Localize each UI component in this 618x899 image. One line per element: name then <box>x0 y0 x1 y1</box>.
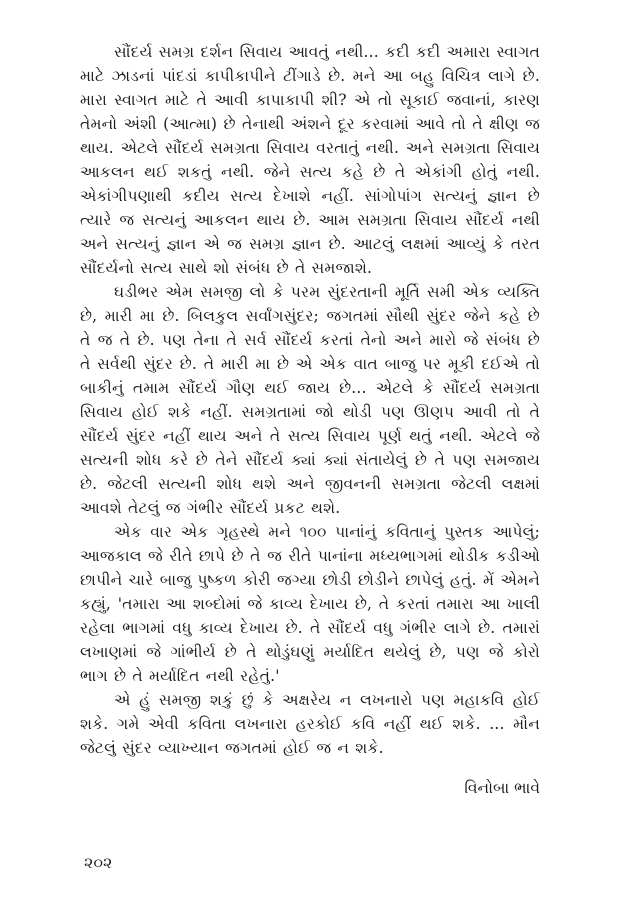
paragraph-2: ઘડીભર એમ સમજી લો કે પરમ સુંદરતાની મૂર્તિ સમી એક વ્યક્તિ છે, મારી મા છે. બિલકુલ સર્વાંગસુંદર; જગતમાં સૌથી સુંદર જેને કહે છે તે જ તે છે. પણ તેના તે સર્વ સૌંદર્ય કરતાં તેનો અને મારો જે સંબંધ છે તે સર્વથી સુંદર છે. તે મારી મા છે એ એક વાત બાજુ પર મૂકી દઈએ તો બાકીનું તમામ સૌંદર્ય ગૌણ થઈ જાય છે... એટલે કે સૌંદર્ય સમગ્રતા સિવાય હોઈ શકે નહીં. સમગ્રતામાં જો થોડી પણ ઊણપ આવી તો તે સૌંદર્ય સુંદર નહીં થાય અને તે સત્ય સિવાય પૂર્ણ થતું નથી. એટલે જે સત્યની શોધ કરે છે તેને સૌંદર્ય ક્યાં ક્યાં સંતાયેલું છે તે પણ સમજાય છે. જેટલી સત્યની શોધ થશે અને જીવનની સમગ્રતા જેટલી લક્ષમાં આવશે તેટલું જ ગંભીર સૌંદર્ય પ્રકટ થશે. <box>80 283 540 517</box>
paragraph-1: સૌંદર્ય સમગ્ર દર્શન સિવાય આવતું નથી... કદી કદી અમારા સ્વાગત માટે ઝાડનાં પાંદડાં કાપીકાપીને ટીંગાડે છે. મને આ બહુ વિચિત્ર લાગે છે. મારા સ્વાગત માટે તે આવી કાપાકાપી શી? એ તો સૂકાઈ જવાનાં, કારણ તેમનો અંશી (આત્મા) છે તેનાથી અંશને દૂર કરવામાં આવે તો તે ક્ષીણ જ થાય. એટલે સૌંદર્ય સમગ્રતા સિવાય વરતાતું નથી. અને સમગ્રતા સિવાય આકલન થઈ શકતું નથી. જેને સત્ય કહે છે તે એકાંગી હોતું નથી. એકાંગીપણાથી કદીય સત્ય દેખાશે નહીં. સાંગોપાંગ સત્યનું જ્ઞાન છે ત્યારે જ સત્યનું આકલન થાય છે. આમ સમગ્રતા સિવાય સૌંદર્ય નથી અને સત્યનું જ્ઞાન એ જ સમગ્ર જ્ઞાન છે. આટલું લક્ષમાં આવ્યું કે તરત સૌંદર્યનો સત્ય સાથે શો સંબંધ છે તે સમજાશે. <box>80 43 540 277</box>
page-number: ૨૦૨ <box>84 853 113 872</box>
author-signature: વિનોબા ભાવે <box>464 779 540 797</box>
paragraph-3: એક વાર એક ગૃહસ્થે મને ૧૦૦ પાનાંનું કવિતાનું પુસ્તક આપેલું; આજકાલ જે રીતે છાપે છે તે જ રીતે પાનાંના મધ્યભાગમાં થોડીક કડીઓ છાપીને ચારે બાજુ પુષ્કળ કોરી જગ્યા છોડી છોડીને છાપેલું હતું. મેં એમને કહ્યું, 'તમારા આ શબ્દોમાં જે કાવ્ય દેખાય છે, તે કરતાં તમારા આ ખાલી રહેલા ભાગમાં વધુ કાવ્ય દેખાય છે. તે સૌંદર્ય વધુ ગંભીર લાગે છે. તમારાં લખાણમાં જે ગાંભીર્ય છે તે થોડુંઘણું મર્યાદિત થયેલું છે, પણ જે કોરો ભાગ છે તે મર્યાદિત નથી રહેતું.' <box>80 523 540 685</box>
essay-body <box>80 40 540 760</box>
paragraph-4: એ હું સમજી શકું છું કે અક્ષરેય ન લખનારો પણ મહાકવિ હોઈ શકે. ગમે એવી કવિતા લખનારા હરકોઈ કવિ નહીં થઈ શકે. ... મૌન જેટલું સુંદર વ્યાખ્યાન જગતમાં હોઈ જ ન શકે. <box>80 691 540 757</box>
